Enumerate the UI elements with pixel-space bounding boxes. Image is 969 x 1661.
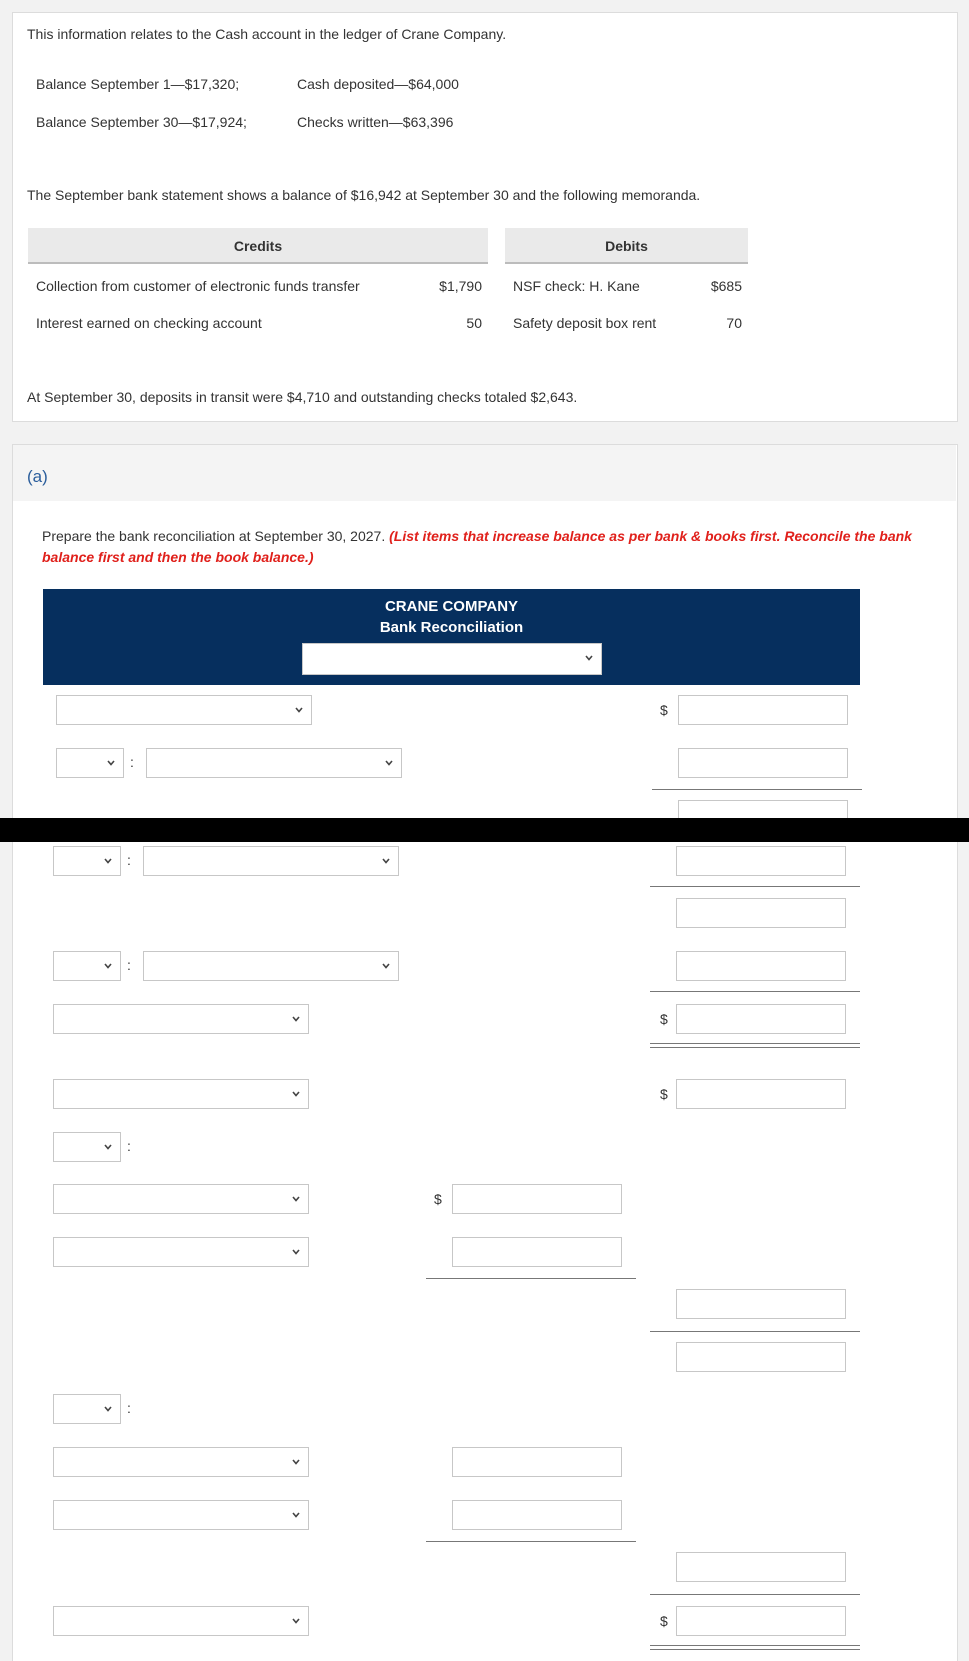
adjustment-type-select[interactable] bbox=[53, 846, 121, 876]
colon: : bbox=[127, 1138, 131, 1154]
adjusted-book-label-select[interactable] bbox=[53, 1606, 309, 1636]
chevron-down-icon bbox=[291, 1247, 301, 1257]
adjustment-type-select[interactable] bbox=[56, 748, 124, 778]
adjusted-bank-balance-input[interactable] bbox=[676, 1004, 846, 1034]
subtotal-rule bbox=[652, 789, 862, 790]
book-item-amount-input[interactable] bbox=[452, 1184, 622, 1214]
debit-label-1: NSF check: H. Kane bbox=[513, 278, 640, 294]
credit-amount-2: 50 bbox=[466, 315, 482, 331]
part-a-label: (a) bbox=[27, 467, 48, 486]
balance-sep1: Balance September 1—$17,320; bbox=[36, 76, 240, 92]
subtotal-input-partial[interactable] bbox=[678, 800, 848, 818]
bank-balance-input[interactable] bbox=[678, 695, 848, 725]
problem-card bbox=[12, 12, 958, 422]
book-item-amount-input[interactable] bbox=[452, 1237, 622, 1267]
total-double-rule bbox=[650, 1043, 860, 1048]
dollar-sign: $ bbox=[660, 1613, 668, 1629]
chevron-down-icon bbox=[103, 856, 113, 866]
adjustment-amount-input[interactable] bbox=[676, 951, 846, 981]
chevron-down-icon bbox=[103, 961, 113, 971]
chevron-down-icon bbox=[291, 1089, 301, 1099]
book-item-amount-input[interactable] bbox=[452, 1447, 622, 1477]
chevron-down-icon bbox=[291, 1014, 301, 1024]
colon: : bbox=[130, 754, 134, 770]
chevron-down-icon bbox=[103, 1142, 113, 1152]
chevron-down-icon bbox=[384, 758, 394, 768]
chevron-down-icon bbox=[106, 758, 116, 768]
book-item-amount-input[interactable] bbox=[452, 1500, 622, 1530]
book-subtotal-input[interactable] bbox=[676, 1342, 846, 1372]
credit-label-2: Interest earned on checking account bbox=[36, 315, 262, 331]
book-additions-total-input[interactable] bbox=[676, 1289, 846, 1319]
book-balance-input[interactable] bbox=[676, 1079, 846, 1109]
date-select[interactable] bbox=[302, 643, 602, 675]
book-deductions-total-input[interactable] bbox=[676, 1552, 846, 1582]
total-double-rule bbox=[650, 1645, 860, 1650]
instruction-line-1 bbox=[42, 528, 912, 544]
top-border bbox=[0, 0, 969, 12]
instruction-note-2: balance first and then the book balance.) bbox=[42, 549, 314, 565]
company-name: CRANE COMPANY bbox=[384, 598, 519, 615]
book-item-select[interactable] bbox=[53, 1500, 309, 1530]
chevron-down-icon bbox=[584, 653, 594, 663]
chevron-down-icon bbox=[291, 1194, 301, 1204]
adjustment-type-select[interactable] bbox=[53, 1132, 121, 1162]
screenshot-divider bbox=[0, 818, 969, 842]
adjustment-amount-input[interactable] bbox=[676, 846, 846, 876]
book-item-select[interactable] bbox=[53, 1237, 309, 1267]
cash-deposited: Cash deposited—$64,000 bbox=[297, 76, 459, 92]
instruction-note-1: (List items that increase balance as per bank & books first. Reconcile the bank bbox=[389, 528, 912, 544]
chevron-down-icon bbox=[291, 1510, 301, 1520]
chevron-down-icon bbox=[103, 1404, 113, 1414]
adjustment-amount-input[interactable] bbox=[678, 748, 848, 778]
chevron-down-icon bbox=[381, 856, 391, 866]
statement-text: The September bank statement shows a balance of $16,942 at September 30 and the following memoranda. bbox=[27, 187, 701, 203]
dollar-sign: $ bbox=[660, 702, 668, 718]
subtotal-rule bbox=[426, 1278, 636, 1279]
adjusted-bank-label-select[interactable] bbox=[53, 1004, 309, 1034]
dollar-sign: $ bbox=[660, 1086, 668, 1102]
book-balance-label-select[interactable] bbox=[53, 1079, 309, 1109]
credit-amount-1: $1,790 bbox=[439, 278, 482, 294]
chevron-down-icon bbox=[291, 1457, 301, 1467]
subtotal-rule bbox=[650, 886, 860, 887]
instruction-text: Prepare the bank reconciliation at September 30, 2027. bbox=[42, 528, 386, 544]
chevron-down-icon bbox=[381, 961, 391, 971]
subtotal-rule bbox=[650, 1331, 860, 1332]
reconciliation-title: Bank Reconciliation bbox=[379, 619, 524, 636]
chevron-down-icon bbox=[291, 1616, 301, 1626]
book-item-select[interactable] bbox=[53, 1184, 309, 1214]
subtotal-rule bbox=[650, 991, 860, 992]
debits-header: Debits bbox=[505, 228, 748, 264]
adjustment-item-select[interactable] bbox=[143, 846, 399, 876]
debit-label-2: Safety deposit box rent bbox=[513, 315, 657, 331]
colon: : bbox=[127, 1400, 131, 1416]
adjustment-item-select[interactable] bbox=[143, 951, 399, 981]
subtotal-input[interactable] bbox=[676, 898, 846, 928]
bank-balance-label-select[interactable] bbox=[56, 695, 312, 725]
intro-text: This information relates to the Cash account in the ledger of Crane Company. bbox=[27, 26, 507, 42]
colon: : bbox=[127, 852, 131, 868]
dollar-sign: $ bbox=[660, 1011, 668, 1027]
debit-amount-2: 70 bbox=[726, 315, 742, 331]
adjustment-type-select[interactable] bbox=[53, 951, 121, 981]
balance-sep30: Balance September 30—$17,924; bbox=[36, 114, 247, 130]
credit-label-1: Collection from customer of electronic funds transfer bbox=[36, 278, 360, 294]
chevron-down-icon bbox=[294, 705, 304, 715]
adjusted-book-balance-input[interactable] bbox=[676, 1606, 846, 1636]
debit-amount-1: $685 bbox=[710, 278, 742, 294]
dollar-sign: $ bbox=[434, 1191, 442, 1207]
adjustment-item-select[interactable] bbox=[146, 748, 402, 778]
book-item-select[interactable] bbox=[53, 1447, 309, 1477]
colon: : bbox=[127, 957, 131, 973]
subtotal-rule bbox=[650, 1594, 860, 1595]
subtotal-rule bbox=[426, 1541, 636, 1542]
credits-header: Credits bbox=[28, 228, 488, 264]
transit-text: At September 30, deposits in transit were $4,710 and outstanding checks totaled $2,643. bbox=[27, 389, 578, 405]
checks-written: Checks written—$63,396 bbox=[297, 114, 454, 130]
adjustment-type-select[interactable] bbox=[53, 1394, 121, 1424]
part-a-header-band bbox=[13, 445, 956, 501]
